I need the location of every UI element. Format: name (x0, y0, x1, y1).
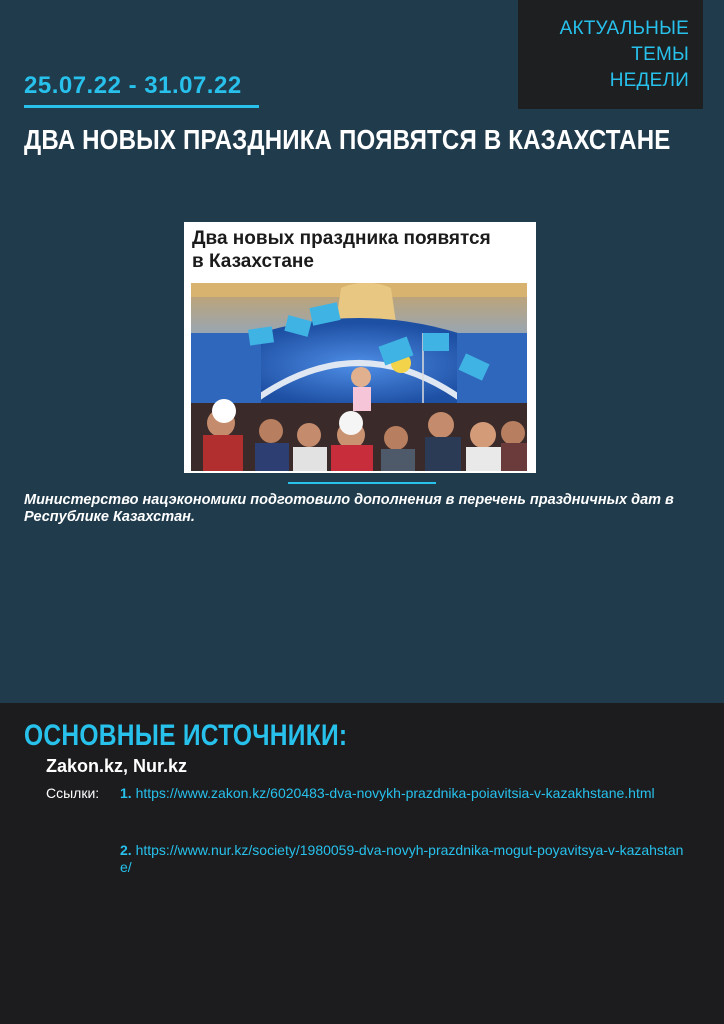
lead-paragraph: Министерство нацэкономики подготовило дополнения в перечень праздничных дат в Республике Казахстан. (24, 492, 674, 525)
link-number: 2. (120, 842, 132, 858)
news-card (184, 222, 536, 473)
source-link-2[interactable] (120, 842, 690, 876)
celebration-photo (191, 283, 527, 471)
card-underline (288, 482, 436, 484)
news-card-title (192, 227, 532, 273)
news-card-title-line-2: в Казахстане (192, 251, 314, 272)
date-range: 25.07.22 - 31.07.22 (24, 72, 242, 99)
news-card-title-line-1: Два новых праздника появятся (192, 228, 491, 249)
source-link-1[interactable] (120, 785, 690, 802)
link-number: 1. (120, 785, 132, 801)
source-names: Zakon.kz, Nur.kz (46, 756, 188, 776)
link-url[interactable]: https://www.zakon.kz/6020483-dva-novykh-prazdnika-poiavitsia-v-kazakhstane.html (135, 785, 655, 801)
badge-line-1: АКТУАЛЬНЫЕ ТЕМЫ (559, 18, 689, 65)
weekly-topics-badge (518, 0, 703, 109)
page-title: ДВА НОВЫХ ПРАЗДНИКА ПОЯВЯТСЯ В КАЗАХСТАНЕ (24, 124, 671, 155)
link-url[interactable]: https://www.nur.kz/society/1980059-dva-novyh-prazdnika-mogut-poyavitsya-v-kazahstane/ (120, 842, 684, 875)
badge-line-2: НЕДЕЛИ (609, 70, 689, 91)
date-underline (24, 105, 259, 108)
sources-title: ОСНОВНЫЕ ИСТОЧНИКИ: (24, 719, 348, 752)
links-label: Ссылки: (46, 785, 100, 801)
